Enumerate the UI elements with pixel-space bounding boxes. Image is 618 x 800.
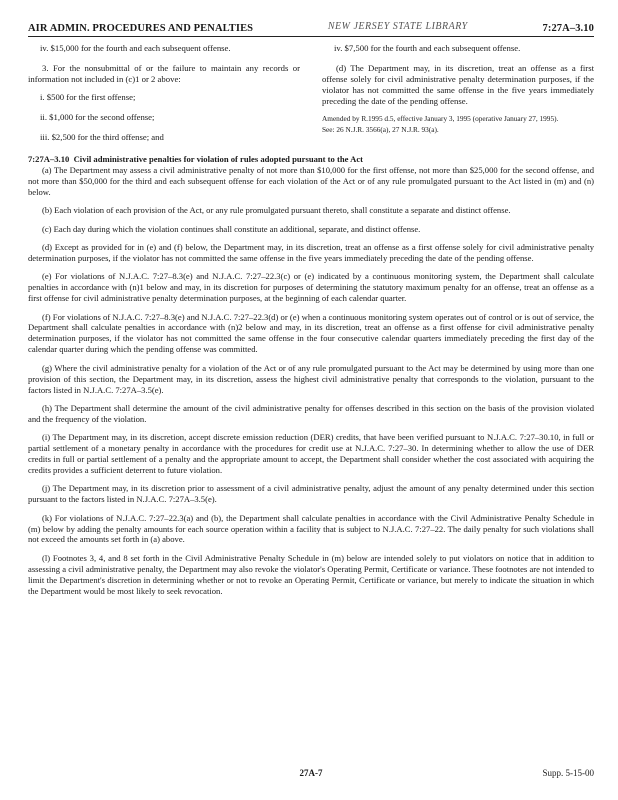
paragraph-l: (l) Footnotes 3, 4, and 8 set forth in the Civil Administrative Penalty Schedule in (m) below are intended solely to put violators on notice that in addition to assessing a civil administrative penalty, the Department may also revoke the violator's Operating Permit, Certificate or variance. These footnotes are not intended to limit the Department's discretion in determining whether or not to revoke an Operating Permit, Certificate or variance, but merely to indicate the situation in which the Department would be most likely to seek revocation.	[28, 552, 594, 596]
supplement-date: Supp. 5-15-00	[542, 768, 594, 778]
right-item-iv: iv. $7,500 for the fourth and each subsequent offense.	[334, 43, 521, 53]
paragraph-g: (g) Where the civil administrative penalty for a violation of the Act or of any rule promulgated pursuant to the Act may be determined by using more than one provision of this section, the Department may, in its discretion, assess the highest civil administrative penalty that corresponds to the violation, pursuant to the factors listed in N.J.A.C. 7:27A–3.5(e).	[28, 362, 594, 395]
left-item-i: i. $500 for the first offense;	[40, 92, 136, 102]
paragraph-f: (f) For violations of N.J.A.C. 7:27–8.3(e) and N.J.A.C. 7:27–22.3(d) or (e) when a continuous monitoring system operates out of control or is out of service, the Department shall calculate penalties in accordance with (n)2 below and may, in its discretion, treat an offense as a first offense for civil administrative penalty determination purposes, if the violator has not committed the same offense in the four consecutive calendar quarters immediately preceding the first day of the calendar quarter during which the pending offense was committed.	[28, 311, 594, 355]
running-header	[28, 14, 594, 37]
paragraph-h: (h) The Department shall determine the amount of the civil administrative penalty for offenses described in this section on the basis of the provision violated and the frequency of the violation.	[28, 402, 594, 424]
amendment-note: Amended by R.1995 d.5, effective January 3, 1995 (operative January 27, 1995).	[322, 114, 559, 123]
section-title: Civil administrative penalties for violation of rules adopted pursuant to the Act	[73, 154, 363, 164]
section-number: 7:27A–3.10	[28, 154, 70, 164]
left-item-iii: iii. $2,500 for the third offense; and	[40, 132, 164, 142]
paragraph-d: (d) Except as provided for in (e) and (f) below, the Department may, in its discretion, treat an offense as a first offense solely for civil administrative penalty determination purposes, if the violator has not committed the same offense in the five years immediately preceding the date of the pending offense.	[28, 242, 594, 263]
library-stamp: NEW JERSEY STATE LIBRARY	[327, 21, 468, 32]
left-paragraph-3: 3. For the nonsubmittal of or the failure to maintain any records or information not included in (c)1 or 2 above:	[28, 63, 300, 84]
header-section-number: 7:27A–3.10	[542, 23, 594, 34]
paragraph-a: (a) The Department may assess a civil administrative penalty of not more than $10,000 for the first offense, not more than $25,000 for the second offense, and not more than $50,000 for the third and each subsequent offense for each violation of the Act or of any rule promulgated pursuant to the Act listed in (m) and (n) below.	[28, 165, 594, 197]
two-column-block	[28, 43, 594, 152]
document-page	[28, 14, 594, 604]
left-column	[28, 43, 300, 152]
citation-note: See: 26 N.J.R. 3566(a), 27 N.J.R. 93(a).	[322, 125, 439, 134]
page-number: 27A-7	[299, 768, 323, 778]
paragraph-c: (c) Each day during which the violation continues shall constitute an additional, separate, and distinct offense.	[42, 223, 421, 234]
left-item-iv: iv. $15,000 for the fourth and each subsequent offense.	[40, 43, 231, 53]
paragraph-i: (i) The Department may, in its discretion, accept discrete emission reduction (DER) credits, that have been verified pursuant to N.J.A.C. 7:27–30.10, in full or partial settlement of a monetary penalty in accordance with the procedures for credit use at N.J.A.C. 7:27–30. In determining whether to allow the use of DER credits in full or partial settlement of a penalty and the appropriate amount to accept, the Department shall consider whether the cost associated with acquiring the credits provides a sufficient deterrent to future violation.	[28, 432, 594, 475]
page-footer	[28, 768, 594, 782]
section-body	[28, 165, 594, 597]
left-item-ii: ii. $1,000 for the second offense;	[40, 112, 155, 122]
right-column	[322, 43, 594, 152]
paragraph-b: (b) Each violation of each provision of the Act, or any rule promulgated pursuant thereto, shall constitute a separate and distinct offense.	[42, 205, 511, 216]
paragraph-j: (j) The Department may, in its discretion prior to assessment of a civil administrative penalty, adjust the amount of any penalty determined under this section pursuant to the factors listed in N.J.A.C. 7:27A–3.5(e).	[28, 483, 594, 505]
paragraph-e: (e) For violations of N.J.A.C. 7:27–8.3(e) and N.J.A.C. 7:27–22.3(c) or (e) indicated by a continuous monitoring system, the Department shall calculate penalties in accordance with (n)1 below and may, in its discretion for purposes of determining the statutory maximum penalty for an offense, treat an offense as a first offense for civil administrative penalty determination purposes, at the beginning of each calendar quarter.	[28, 271, 594, 304]
section-heading	[28, 154, 594, 165]
paragraph-k: (k) For violations of N.J.A.C. 7:27–22.3(a) and (b), the Department shall calculate penalties in accordance with the Civil Administrative Penalty Schedule in (m) below by adding the penalty amounts for each source operation within a facility that is subject to N.J.A.C. 7:27–22. The daily penalty for such violations shall not exceed the amounts set forth in (a) above.	[28, 512, 594, 545]
right-paragraph-d: (d) The Department may, in its discretion, treat an offense as a first offense solely for civil administrative penalty determination purposes, if the violator has not committed the same offense in the five years immediately preceding the date of the pending offense.	[322, 63, 594, 106]
header-title: AIR ADMIN. PROCEDURES AND PENALTIES	[28, 23, 254, 34]
